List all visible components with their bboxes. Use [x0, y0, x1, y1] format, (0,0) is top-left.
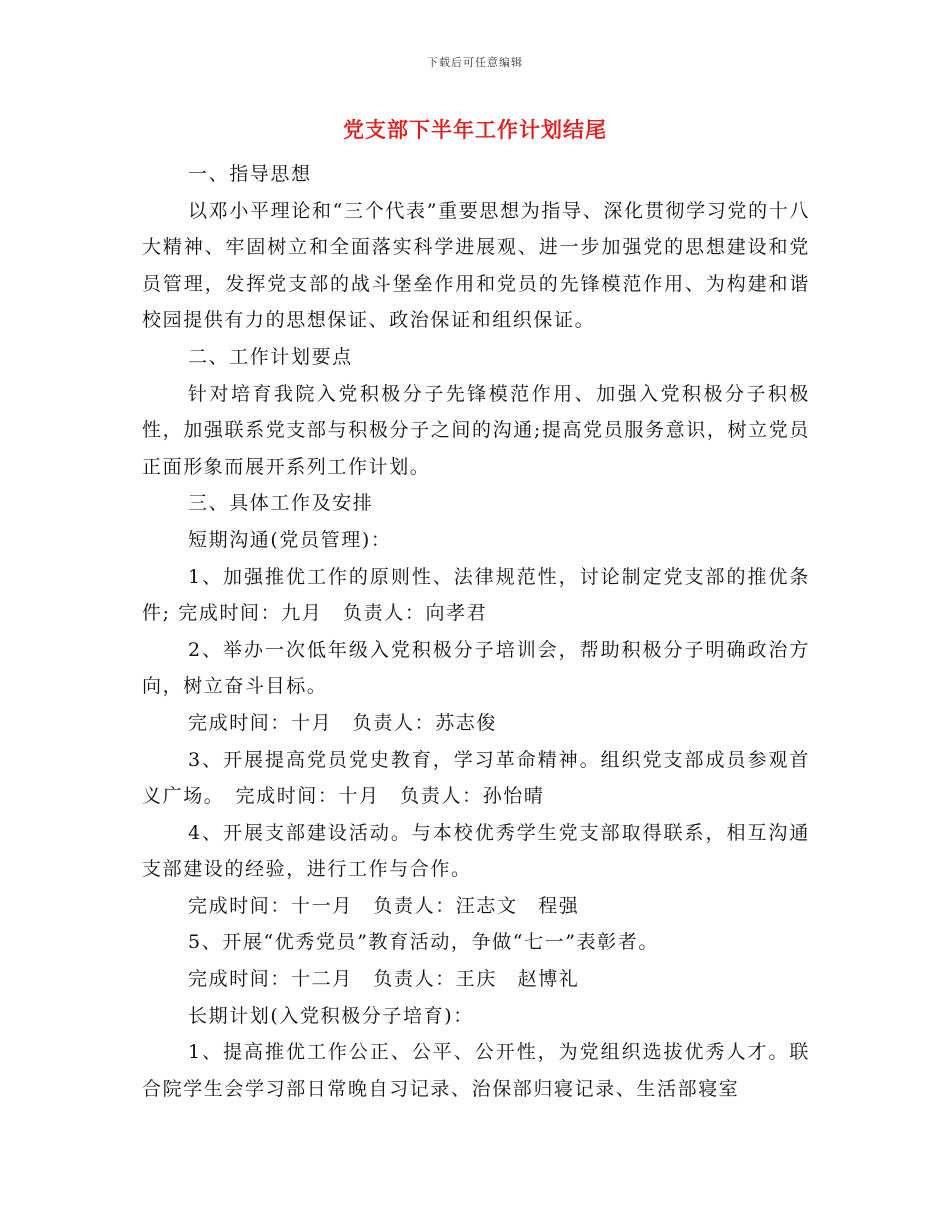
- list-item: 1、提高推优工作公正、公平、公开性，为党组织选拔优秀人才。联合院学生会学习部日常晚自习记录、治保部归寝记录、生活部寝室: [142, 1041, 810, 1100]
- document-title: 党支部下半年工作计划结尾: [343, 117, 607, 142]
- body-paragraph: 以邓小平理论和“三个代表”重要思想为指导、深化贯彻学习党的十八大精神、牢固树立和全面落实科学进展观、进一步加强党的思想建设和党员管理，发挥党支部的战斗堡垒作用和党员的先锋模范作用、为构建和谐校园提供有力的思想保证、政治保证和组织保证。: [142, 199, 810, 332]
- list-item: 5、开展“优秀党员”教育活动，争做“七一”表彰者。: [188, 931, 659, 954]
- section-heading: 一、指导思想: [188, 163, 312, 185]
- header-note: 下载后可任意编辑: [427, 56, 523, 69]
- subsection-heading: 长期计划(入党积极分子培育)：: [188, 1004, 474, 1027]
- schedule-line: 完成时间：十一月 负责人：汪志文 程强: [188, 894, 580, 917]
- schedule-line: 完成时间：十二月 负责人：王庆 赵博礼: [188, 968, 580, 991]
- list-item: 3、开展提高党员党史教育，学习革命精神。组织党支部成员参观首义广场。 完成时间：十月 负责人：孙怡晴: [142, 748, 810, 808]
- subsection-heading: 短期沟通(党员管理)：: [188, 528, 392, 551]
- list-item: 4、开展支部建设活动。与本校优秀学生党支部取得联系，相互沟通支部建设的经验，进行工作与合作。: [142, 821, 810, 881]
- list-item: 1、加强推优工作的原则性、法律规范性，讨论制定党支部的推优条件; 完成时间：九月 负责人：向孝君: [142, 565, 810, 625]
- section-heading: 二、工作计划要点: [188, 345, 353, 368]
- body-paragraph: 针对培育我院入党积极分子先锋模范作用、加强入党积极分子积极性，加强联系党支部与积极分子之间的沟通;提高党员服务意识，树立党员正面形象而展开系列工作计划。: [142, 382, 810, 478]
- schedule-line: 完成时间：十月 负责人：苏志俊: [188, 711, 498, 734]
- section-heading: 三、具体工作及安排: [188, 492, 374, 515]
- list-item: 2、举办一次低年级入党积极分子培训会，帮助积极分子明确政治方向，树立奋斗目标。: [142, 638, 810, 698]
- document-body: [142, 156, 810, 1107]
